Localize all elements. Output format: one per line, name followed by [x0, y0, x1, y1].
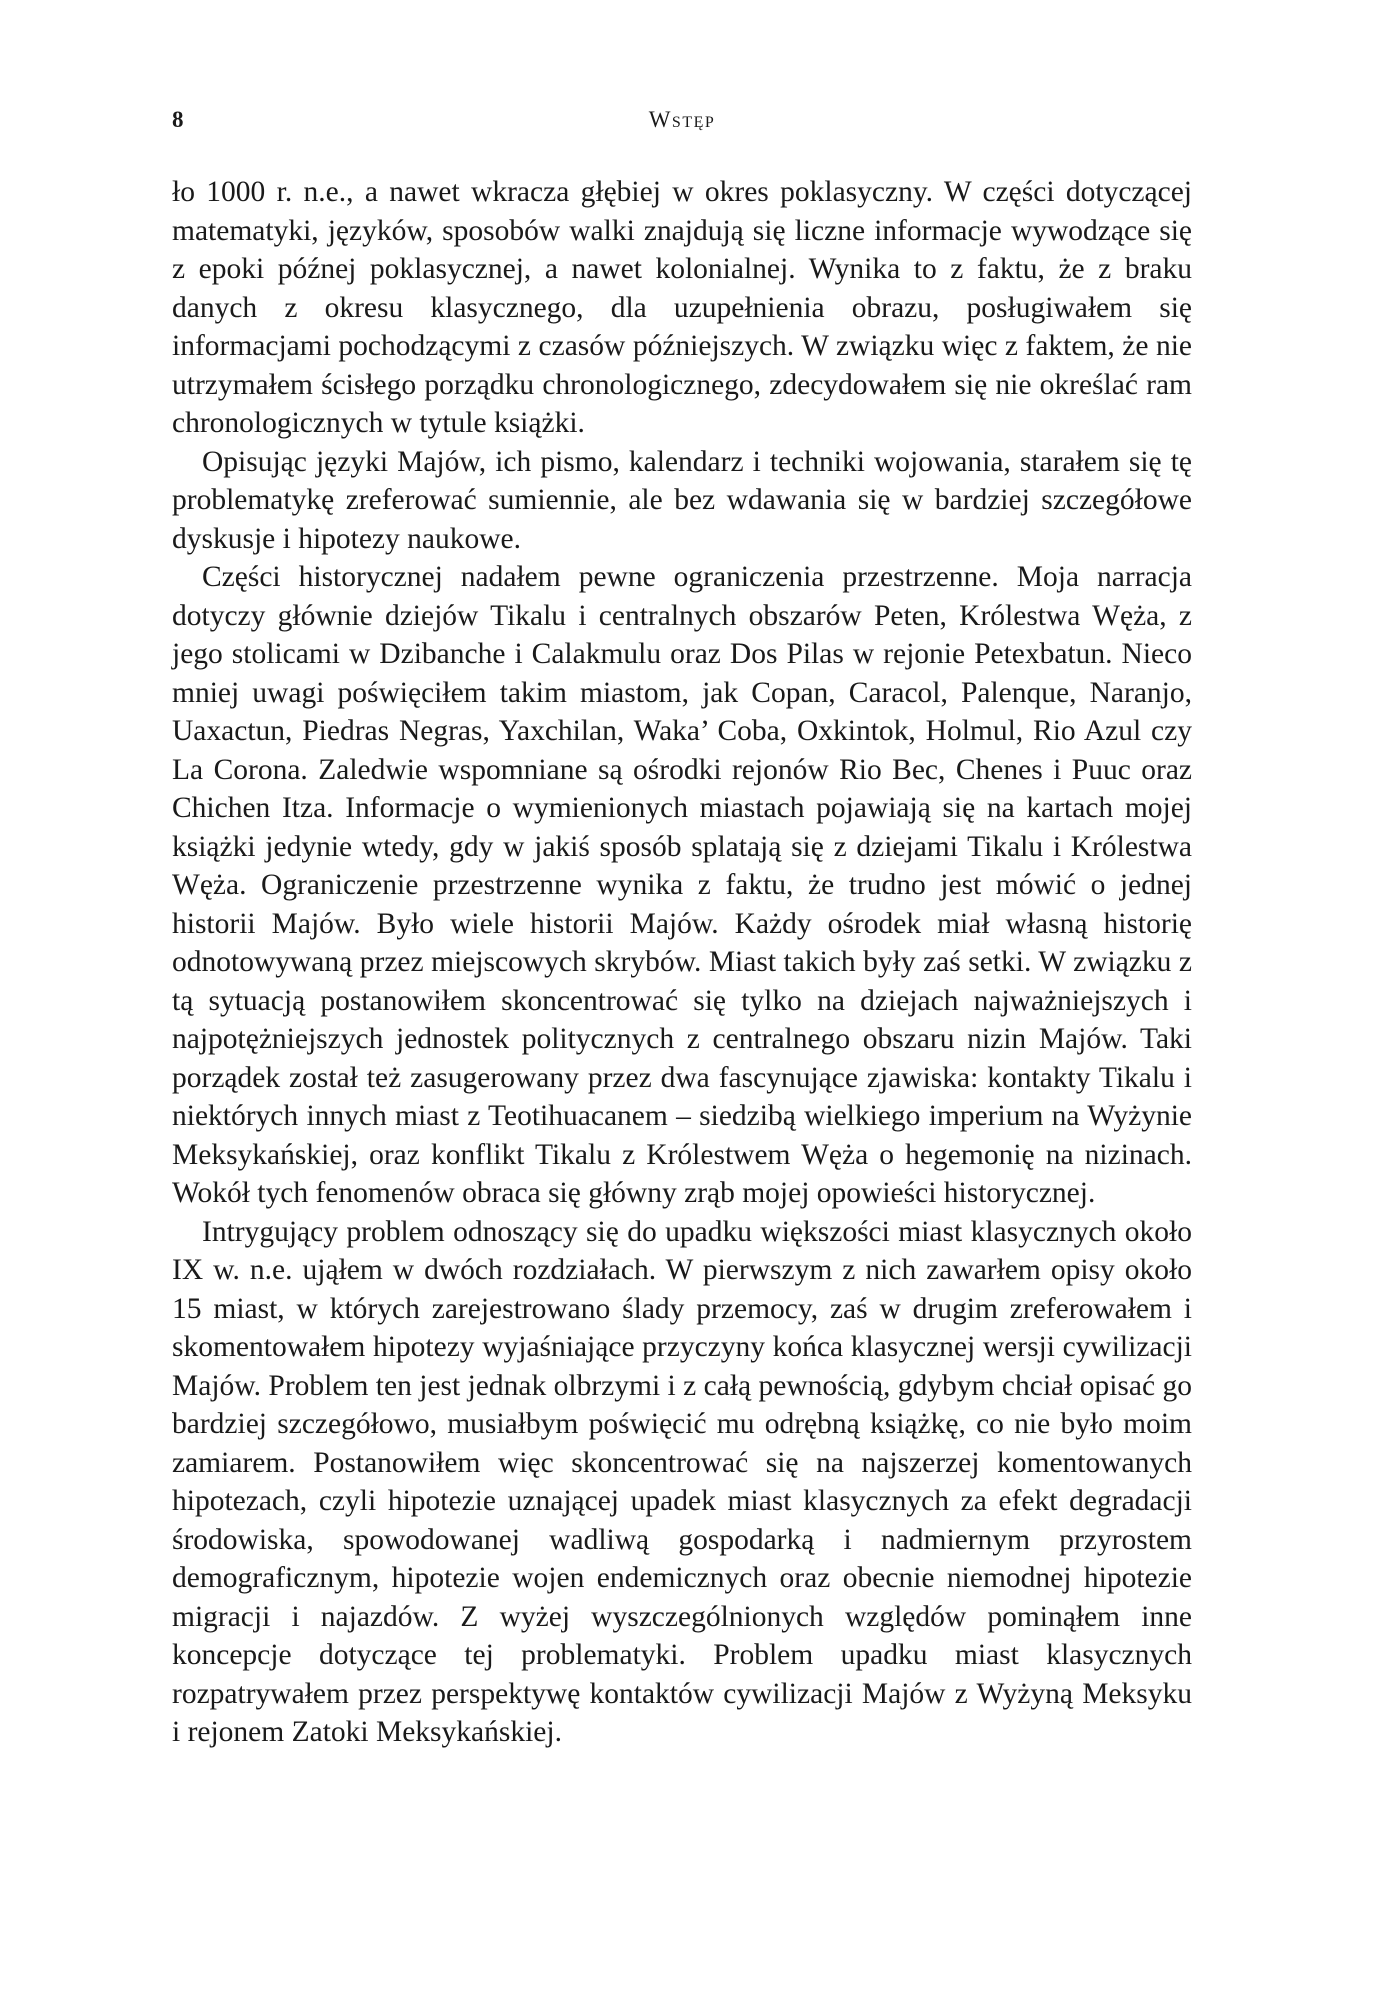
paragraph: Intrygujący problem odnoszący się do upadku większości miast klasycznych około IX w. n.e. ująłem w dwóch rozdziałach. W pierwszym z nich zawarłem opisy około 15 miast, w których zarejestrowano ślady przemocy, zaś w drugim zreferowałem i skomentowałem hipotezy wyjaśniające przyczyny końca klasycznej wersji cywilizacji Majów. Problem ten jest jednak olbrzymi i z całą pewnością, gdybym chciał opisać go bardziej szczegółowo, musiałbym poświęcić mu odrębną książkę, co nie było moim zamiarem. Postanowiłem więc skoncentrować się na najszerzej komentowanych hipotezach, czyli hipotezie uznającej upadek miast klasycznych za efekt degradacji środowiska, spowodowanej wadliwą gospodarką i nadmiernym przyrostem demograficznym, hipotezie wojen endemicznych oraz obecnie niemodnej hipotezie migracji i najazdów. Z wyżej wyszczególnionych względów pominąłem inne koncepcje dotyczące tej problematyki. Problem upadku miast klasycznych rozpatrywałem przez perspektywę kontaktów cywilizacji Majów z Wyżyną Meksyku i rejonem Zatoki Meksykańskiej.: [172, 1215, 1192, 1748]
running-title: Wstęp: [648, 107, 716, 132]
paragraph: Części historycznej nadałem pewne ograniczenia przestrzenne. Moja narracja dotyczy głównie dziejów Tikalu i centralnych obszarów Peten, Królestwa Węża, z jego stolicami w Dzibanche i Calakmulu oraz Dos Pilas w rejonie Petexbatun. Nieco mniej uwagi poświęciłem takim miastom, jak Copan, Caracol, Palenque, Naranjo, Uaxactun, Piedras Negras, Yaxchilan, Waka’ Coba, Oxkintok, Holmul, Rio Azul czy La Corona. Zaledwie wspomniane są ośrodki rejonów Rio Bec, Chenes i Puuc oraz Chichen Itza. Informacje o wymienionych miastach pojawiają się na kartach mojej książki jedynie wtedy, gdy w jakiś sposób splatają się z dziejami Tikalu i Królestwa Węża. Ograniczenie przestrzenne wynika z faktu, że trudno jest mówić o jednej historii Majów. Było wiele historii Majów. Każdy ośrodek miał własną historię odnotowywaną przez miejscowych skrybów. Miast takich były zaś setki. W związku z tą sytuacją postanowiłem skoncentrować się tylko na dziejach najważniejszych i najpotężniejszych jednostek politycznych z centralnego obszaru nizin Majów. Taki porządek został też zasugerowany przez dwa fascynujące zjawiska: kontakty Tikalu i niektórych innych miast z Teotihuacanem – siedzibą wielkiego imperium na Wyżynie Meksykańskiej, oraz konflikt Tikalu z Królestwem Węża o hegemonię na nizinach. Wokół tych fenomenów obraca się główny zrąb mojej opowieści historycznej.: [172, 561, 1192, 1209]
paragraph-continuation: ło 1000 r. n.e., a nawet wkracza głębiej w okres poklasyczny. W części dotyczącej matematyki, języków, sposobów walki znajdują się liczne informacje wywodzące się z epoki późnej poklasycznej, a nawet kolonialnej. Wynika to z faktu, że z braku danych z okresu klasycznego, dla uzupełnienia obrazu, posługiwałem się informacjami pochodzącymi z czasów późniejszych. W związku więc z faktem, że nie utrzymałem ścisłego porządku chronologicznego, zdecydowałem się nie określać ram chronologicznych w tytule książki.: [172, 176, 1192, 439]
paragraph: Opisując języki Majów, ich pismo, kalendarz i techniki wojowania, starałem się tę problematykę zreferować sumiennie, ale bez wdawania się w bardziej szczegółowe dyskusje i hipotezy naukowe.: [172, 445, 1192, 555]
page-number: 8: [172, 107, 184, 132]
running-head: [172, 100, 1192, 140]
body-text: [172, 173, 1192, 1752]
